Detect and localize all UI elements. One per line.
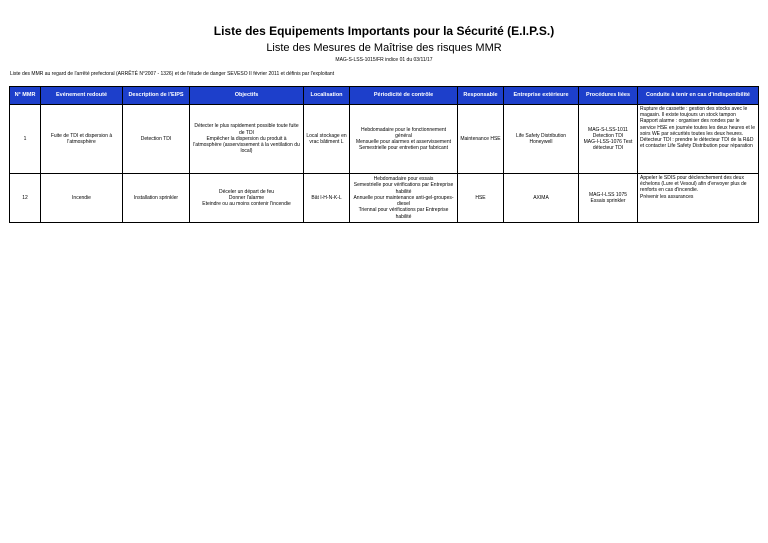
cell-location: Bât I-H-N-K-L — [304, 174, 350, 223]
cell-periodicity: Hebdomadaire pour le fonctionnement général Mensuelle pour alarmes et asservissement Semestrielle pour entretien par fabricant — [350, 105, 458, 174]
regulatory-note: Liste des MMR au regard de l'arrêté prefectoral (ARRÊTÉ N°2007 - 1326) et de l'étude de danger SEVESO II février 2011 et définis par l'exploitant — [10, 71, 335, 77]
cell-procedures: MAG-I-LSS 1075 Essais sprinkler — [579, 174, 638, 223]
column-header-objectives: Objectifs — [190, 87, 304, 105]
document-reference: MAG-S-LSS-1015/FR indice 01 du 03/11/17 — [335, 57, 433, 63]
column-header-company: Entreprise extérieure — [504, 87, 579, 105]
cell-company: AXIMA — [504, 174, 579, 223]
column-header-description: Description de l'EIPS — [123, 87, 190, 105]
cell-responsible: HSE — [458, 174, 504, 223]
cell-num: 1 — [10, 105, 41, 174]
table-row — [10, 105, 759, 174]
cell-event: Fuite de TDI et dispersion à l'atmosphère — [41, 105, 123, 174]
cell-responsible: Maintenance HSE — [458, 105, 504, 174]
column-header-responsible: Responsable — [458, 87, 504, 105]
column-header-procedures: Procédures liées — [579, 87, 638, 105]
cell-description: Installation sprinkler — [123, 174, 190, 223]
mmr-table — [9, 86, 759, 223]
cell-conduct: Appeler le SDIS pour déclenchement des deux échelons (Lure et Vesoul) afin d'envoyer plus de renforts en cas d'incendie. Prévenir les assurances — [638, 174, 759, 223]
column-header-periodicity: Périodicité de contrôle — [350, 87, 458, 105]
column-header-num: N° MMR — [10, 87, 41, 105]
cell-objectives: Détecter le plus rapidement possible toute fuite de TDI Empêcher la dispersion du produit à l'atmosphère (asservissement à la ventilation du local) — [190, 105, 304, 174]
column-header-conduct: Conduite à tenir en cas d'indisponibilité — [638, 87, 759, 105]
column-header-location: Localisation — [304, 87, 350, 105]
page-subtitle: Liste des Mesures de Maîtrise des risques MMR — [266, 42, 502, 54]
cell-periodicity: Hebdomadaire pour essais Semestrielle pour vérifications par Entreprise habilité Annuelle pour maintenance anti-gel-groupes-diesel Triennal pour vérifications par Entreprise habilité — [350, 174, 458, 223]
page-title: Liste des Equipements Importants pour la Sécurité (E.I.P.S.) — [213, 24, 555, 38]
cell-event: Incendie — [41, 174, 123, 223]
cell-num: 12 — [10, 174, 41, 223]
cell-description: Detection TDI — [123, 105, 190, 174]
cell-objectives: Déceler un départ de feu Donner l'alarme Eteindre ou au moins contenir l'incendie — [190, 174, 304, 223]
table-row — [10, 174, 759, 223]
table-header-row — [10, 87, 759, 105]
cell-procedures: MAG-S-LSS-1011 Detection TDI MAG-I-LSS-1076 Test détecteur TDI — [579, 105, 638, 174]
column-header-event: Evénement redouté — [41, 87, 123, 105]
cell-company: Life Safety Distribution Honeywell — [504, 105, 579, 174]
cell-conduct: Rupture de cassette : gestion des stocks avec le magasin. Il existe toujours un stock tampon Rapport alarme : organiser des rondes par le service HSE en journée toutes les deux heures et le soirs WE par sécurités toutes les deux heures. Détecteur TDI : prendre le détecteur TDI de la R&D et contacter Life Safety Distribution pour réparation — [638, 105, 759, 174]
cell-location: Local stockage en vrac bâtiment L — [304, 105, 350, 174]
